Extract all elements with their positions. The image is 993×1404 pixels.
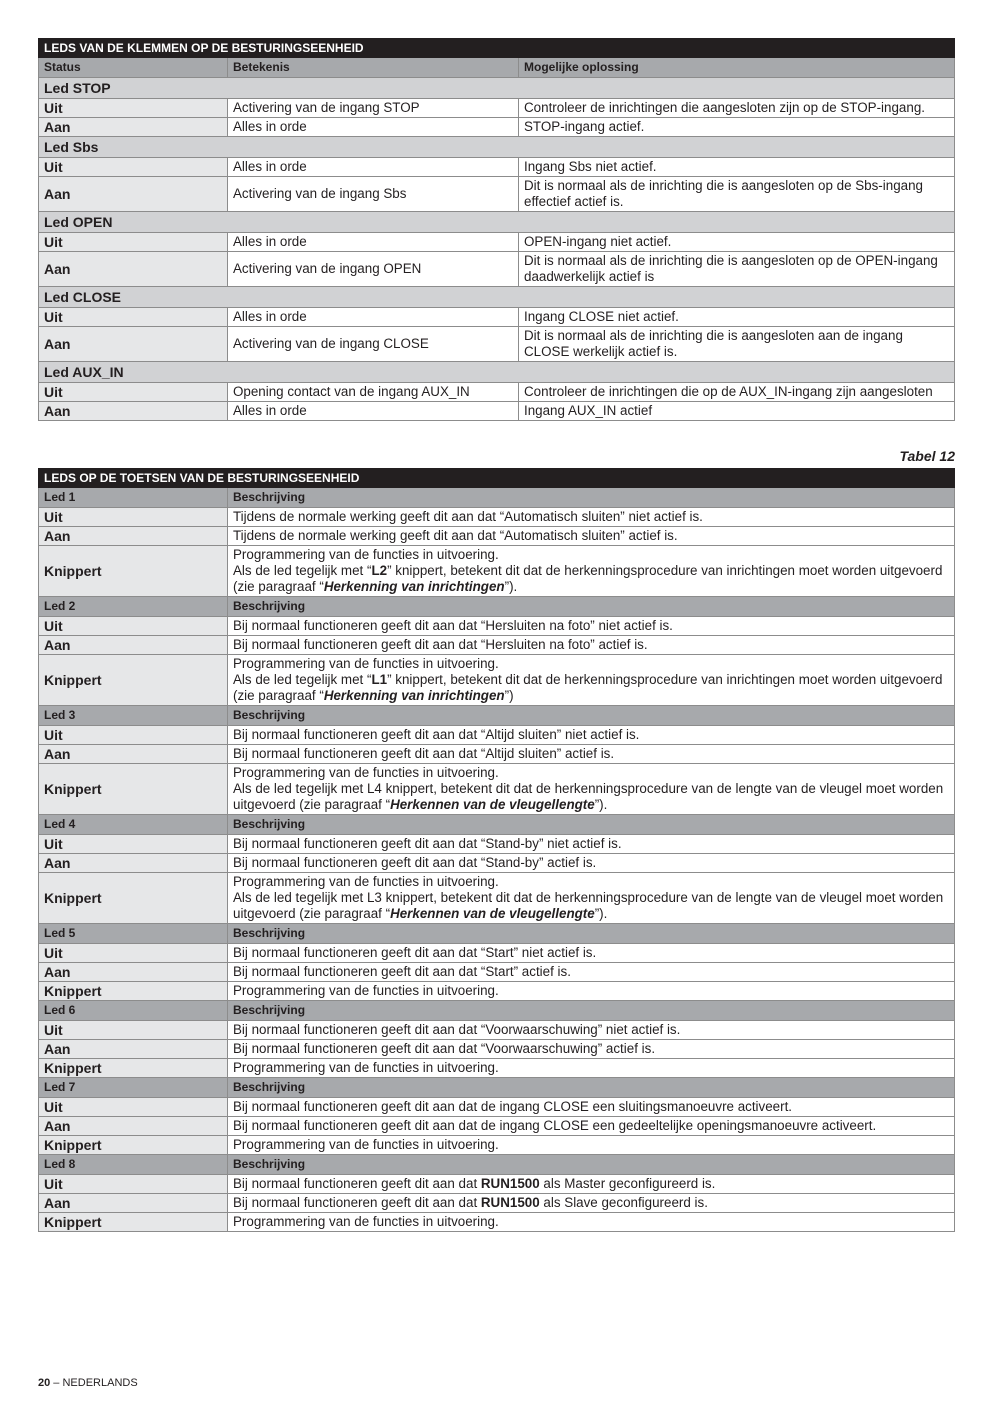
description-bold: RUN1500 — [480, 1176, 540, 1191]
table-caption: LEDS VAN DE KLEMMEN OP DE BESTURINGSEENHEID — [39, 39, 955, 58]
description-cell — [228, 636, 955, 655]
meaning-cell: Activering van de ingang OPEN — [228, 252, 519, 287]
page-footer — [38, 1377, 138, 1389]
table-row — [39, 99, 955, 118]
description-header: Beschrijving — [228, 1001, 955, 1021]
status-cell: Knippert — [39, 764, 228, 815]
status-cell: Aan — [39, 1194, 228, 1213]
led-group-name: Led AUX_IN — [39, 362, 955, 383]
description-text: Bij normaal functioneren geeft dit aan dat de ingang CLOSE een gedeeltelijke openingsmanoeuvre activeert. — [233, 1118, 877, 1133]
table-row — [39, 745, 955, 764]
description-text: Bij normaal functioneren geeft dit aan dat “Stand-by” niet actief is. — [233, 836, 622, 851]
description-text: Programmering van de functies in uitvoering. — [233, 983, 499, 998]
description-cell — [228, 854, 955, 873]
status-cell: Aan — [39, 745, 228, 764]
led-group-name: Led Sbs — [39, 137, 955, 158]
status-cell: Knippert — [39, 873, 228, 924]
status-cell: Aan — [39, 327, 228, 362]
status-cell: Uit — [39, 508, 228, 527]
meaning-cell: Alles in orde — [228, 233, 519, 252]
meaning-cell: Alles in orde — [228, 402, 519, 421]
status-cell: Uit — [39, 308, 228, 327]
status-cell: Knippert — [39, 982, 228, 1001]
meaning-cell: Alles in orde — [228, 308, 519, 327]
description-cell — [228, 963, 955, 982]
description-bold: RUN1500 — [480, 1195, 540, 1210]
column-header: Status — [39, 58, 228, 78]
column-header: Mogelijke oplossing — [519, 58, 955, 78]
status-cell: Knippert — [39, 546, 228, 597]
status-cell: Uit — [39, 726, 228, 745]
led-header-row — [39, 597, 955, 617]
description-bold: L2 — [371, 563, 388, 578]
description-text: Als de led tegelijk met “ — [233, 563, 372, 578]
status-cell: Aan — [39, 527, 228, 546]
meaning-cell: Alles in orde — [228, 158, 519, 177]
description-cell — [228, 508, 955, 527]
description-text: Bij normaal functioneren geeft dit aan dat “Hersluiten na foto” actief is. — [233, 637, 648, 652]
description-text: Als de led tegelijk met “ — [233, 672, 372, 687]
description-text: Bij normaal functioneren geeft dit aan dat — [233, 1176, 481, 1191]
description-cell — [228, 764, 955, 815]
description-header: Beschrijving — [228, 1078, 955, 1098]
solution-cell: Dit is normaal als de inrichting die is aangesloten op de OPEN-ingang daadwerkelijk actief is — [519, 252, 955, 287]
table-header-row — [39, 58, 955, 78]
description-cell — [228, 982, 955, 1001]
description-cell — [228, 527, 955, 546]
description-header: Beschrijving — [228, 815, 955, 835]
led-header-row — [39, 815, 955, 835]
status-cell: Uit — [39, 1175, 228, 1194]
description-text: Bij normaal functioneren geeft dit aan dat “Altijd sluiten” actief is. — [233, 746, 615, 761]
table-row — [39, 527, 955, 546]
description-header: Beschrijving — [228, 1155, 955, 1175]
status-cell: Uit — [39, 383, 228, 402]
description-text: als Slave geconfigureerd is. — [539, 1195, 708, 1210]
description-text: Bij normaal functioneren geeft dit aan dat “Stand-by” actief is. — [233, 855, 597, 870]
description-line: Programmering van de functies in uitvoering. — [233, 547, 499, 562]
description-text: ” knippert, betekent dit dat de herkenningsprocedure van inrichtingen moet worden uitgevoerd (zie paragraaf “ — [233, 563, 943, 594]
solution-cell: Controleer de inrichtingen die op de AUX_IN-ingang zijn aangesloten — [519, 383, 955, 402]
table-row — [39, 177, 955, 212]
table-row — [39, 1194, 955, 1213]
solution-cell: Dit is normaal als de inrichting die is aangesloten aan de ingang CLOSE werkelijk actief is. — [519, 327, 955, 362]
table-row — [39, 1175, 955, 1194]
description-text: ”). — [594, 906, 608, 921]
description-header: Beschrijving — [228, 488, 955, 508]
led-group-row — [39, 137, 955, 158]
footer-language: NEDERLANDS — [62, 1377, 138, 1389]
status-cell: Aan — [39, 1040, 228, 1059]
description-cell — [228, 835, 955, 854]
description-text: Bij normaal functioneren geeft dit aan dat “Start” niet actief is. — [233, 945, 597, 960]
status-cell: Aan — [39, 402, 228, 421]
description-text: ” knippert, betekent dit dat de herkenningsprocedure van inrichtingen moet worden uitgevoerd (zie paragraaf “ — [233, 672, 943, 703]
status-cell: Aan — [39, 1117, 228, 1136]
description-text: Als de led tegelijk met L4 knippert, betekent dit dat de herkenningsprocedure van de lengte van de vleugel moet worden uitgevoerd (zie paragraaf “ — [233, 781, 944, 812]
table-row — [39, 1059, 955, 1078]
led-name: Led 6 — [39, 1001, 228, 1021]
table-row — [39, 873, 955, 924]
status-cell: Aan — [39, 118, 228, 137]
description-cell — [228, 944, 955, 963]
description-cell — [228, 1194, 955, 1213]
table-row — [39, 383, 955, 402]
led-header-row — [39, 1155, 955, 1175]
description-cell — [228, 617, 955, 636]
table-row — [39, 726, 955, 745]
description-cell — [228, 726, 955, 745]
description-text: Bij normaal functioneren geeft dit aan dat “Start” actief is. — [233, 964, 571, 979]
description-cell — [228, 655, 955, 706]
description-cell — [228, 1040, 955, 1059]
status-cell: Knippert — [39, 655, 228, 706]
description-text: Tijdens de normale werking geeft dit aan dat “Automatisch sluiten” niet actief is. — [233, 509, 703, 524]
description-text: Programmering van de functies in uitvoering. — [233, 1137, 499, 1152]
leds-klemmen-table — [38, 38, 955, 421]
description-text: ”). — [504, 579, 518, 594]
description-cell — [228, 1021, 955, 1040]
status-cell: Uit — [39, 158, 228, 177]
description-cell — [228, 873, 955, 924]
led-name: Led 3 — [39, 706, 228, 726]
led-header-row — [39, 1001, 955, 1021]
description-text: Als de led tegelijk met L3 knippert, betekent dit dat de herkenningsprocedure van de lengte van de vleugel moet worden uitgevoerd (zie paragraaf “ — [233, 890, 944, 921]
description-line: Programmering van de functies in uitvoering. — [233, 765, 499, 780]
status-cell: Uit — [39, 944, 228, 963]
status-cell: Aan — [39, 854, 228, 873]
status-cell: Knippert — [39, 1213, 228, 1232]
description-header: Beschrijving — [228, 597, 955, 617]
solution-cell: Dit is normaal als de inrichting die is aangesloten op de Sbs-ingang effectief actief is. — [519, 177, 955, 212]
status-cell: Uit — [39, 1021, 228, 1040]
table-row — [39, 402, 955, 421]
description-cell — [228, 1059, 955, 1078]
solution-cell: STOP-ingang actief. — [519, 118, 955, 137]
status-cell: Aan — [39, 636, 228, 655]
status-cell: Knippert — [39, 1136, 228, 1155]
table-row — [39, 1213, 955, 1232]
status-cell: Aan — [39, 252, 228, 287]
table-row — [39, 118, 955, 137]
table-row — [39, 308, 955, 327]
led-name: Led 7 — [39, 1078, 228, 1098]
table-row — [39, 944, 955, 963]
meaning-cell: Activering van de ingang STOP — [228, 99, 519, 118]
description-text: Bij normaal functioneren geeft dit aan dat — [233, 1195, 481, 1210]
table-row — [39, 617, 955, 636]
solution-cell: Ingang CLOSE niet actief. — [519, 308, 955, 327]
description-header: Beschrijving — [228, 706, 955, 726]
paragraph-reference: Herkenning van inrichtingen — [323, 688, 505, 703]
table-caption-row — [39, 469, 955, 488]
table-row — [39, 636, 955, 655]
status-cell: Uit — [39, 1098, 228, 1117]
meaning-cell: Activering van de ingang Sbs — [228, 177, 519, 212]
description-text: ”). — [594, 797, 608, 812]
status-cell: Uit — [39, 835, 228, 854]
table-caption-row — [39, 39, 955, 58]
table-row — [39, 233, 955, 252]
status-cell: Aan — [39, 963, 228, 982]
table-row — [39, 854, 955, 873]
status-cell: Uit — [39, 233, 228, 252]
description-text: Bij normaal functioneren geeft dit aan dat “Altijd sluiten” niet actief is. — [233, 727, 640, 742]
column-header: Betekenis — [228, 58, 519, 78]
description-text: ”) — [504, 688, 514, 703]
led-name: Led 1 — [39, 488, 228, 508]
page-number: 20 — [38, 1377, 51, 1389]
status-cell: Knippert — [39, 1059, 228, 1078]
led-group-row — [39, 287, 955, 308]
solution-cell: Ingang AUX_IN actief — [519, 402, 955, 421]
led-group-name: Led OPEN — [39, 212, 955, 233]
led-name: Led 5 — [39, 924, 228, 944]
description-text: Programmering van de functies in uitvoering. — [233, 1060, 499, 1075]
description-cell — [228, 1213, 955, 1232]
table-row — [39, 327, 955, 362]
paragraph-reference: Herkennen van de vleugellengte — [390, 797, 595, 812]
table-row — [39, 158, 955, 177]
paragraph-reference: Herkenning van inrichtingen — [323, 579, 505, 594]
table-row — [39, 655, 955, 706]
status-cell: Aan — [39, 177, 228, 212]
table-row — [39, 1136, 955, 1155]
table-row — [39, 1040, 955, 1059]
led-group-row — [39, 212, 955, 233]
meaning-cell: Opening contact van de ingang AUX_IN — [228, 383, 519, 402]
description-bold: L1 — [371, 672, 388, 687]
description-text: Bij normaal functioneren geeft dit aan dat “Voorwaarschuwing” niet actief is. — [233, 1022, 681, 1037]
footer-separator: – — [50, 1377, 63, 1389]
meaning-cell: Alles in orde — [228, 118, 519, 137]
description-cell — [228, 1175, 955, 1194]
status-cell: Uit — [39, 617, 228, 636]
description-text: Bij normaal functioneren geeft dit aan dat “Voorwaarschuwing” actief is. — [233, 1041, 656, 1056]
table-row — [39, 963, 955, 982]
led-name: Led 2 — [39, 597, 228, 617]
description-text: Programmering van de functies in uitvoering. — [233, 1214, 499, 1229]
table-row — [39, 1021, 955, 1040]
solution-cell: OPEN-ingang niet actief. — [519, 233, 955, 252]
led-group-name: Led STOP — [39, 78, 955, 99]
led-header-row — [39, 488, 955, 508]
table-row — [39, 982, 955, 1001]
table-row — [39, 764, 955, 815]
table-number-label: Tabel 12 — [899, 448, 955, 464]
description-cell — [228, 745, 955, 764]
led-header-row — [39, 924, 955, 944]
led-header-row — [39, 1078, 955, 1098]
table-row — [39, 1098, 955, 1117]
table-row — [39, 835, 955, 854]
table-row — [39, 252, 955, 287]
solution-cell: Controleer de inrichtingen die aangesloten zijn op de STOP-ingang. — [519, 99, 955, 118]
led-group-name: Led CLOSE — [39, 287, 955, 308]
description-cell — [228, 1136, 955, 1155]
description-line: Programmering van de functies in uitvoering. — [233, 874, 499, 889]
table-caption: LEDS OP DE TOETSEN VAN DE BESTURINGSEENHEID — [39, 469, 955, 488]
description-text: Tijdens de normale werking geeft dit aan dat “Automatisch sluiten” actief is. — [233, 528, 678, 543]
table-row — [39, 546, 955, 597]
led-name: Led 4 — [39, 815, 228, 835]
led-header-row — [39, 706, 955, 726]
description-text: Bij normaal functioneren geeft dit aan dat de ingang CLOSE een sluitingsmanoeuvre activeert. — [233, 1099, 793, 1114]
led-name: Led 8 — [39, 1155, 228, 1175]
led-group-row — [39, 362, 955, 383]
description-cell — [228, 1117, 955, 1136]
solution-cell: Ingang Sbs niet actief. — [519, 158, 955, 177]
table-row — [39, 508, 955, 527]
status-cell: Uit — [39, 99, 228, 118]
led-group-row — [39, 78, 955, 99]
table-row — [39, 1117, 955, 1136]
description-cell — [228, 546, 955, 597]
description-text: Bij normaal functioneren geeft dit aan dat “Hersluiten na foto” niet actief is. — [233, 618, 673, 633]
description-line: Programmering van de functies in uitvoering. — [233, 656, 499, 671]
leds-toetsen-table — [38, 468, 955, 1232]
description-cell — [228, 1098, 955, 1117]
paragraph-reference: Herkennen van de vleugellengte — [390, 906, 595, 921]
description-header: Beschrijving — [228, 924, 955, 944]
meaning-cell: Activering van de ingang CLOSE — [228, 327, 519, 362]
description-text: als Master geconfigureerd is. — [539, 1176, 716, 1191]
